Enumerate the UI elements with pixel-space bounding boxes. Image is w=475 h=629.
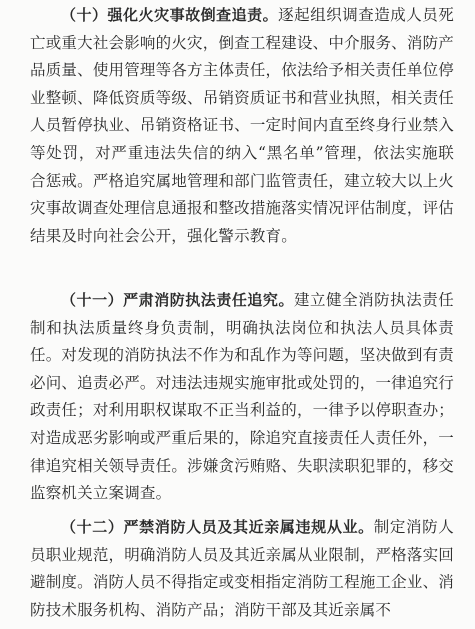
paragraph-11 [30,287,454,508]
paragraph-12-body: 制定消防人员职业规范，明确消防人员及其近亲属从业限制，严格落实回避制度。消防人员不得指定或变相指定消防工程施工企业、消防技术服务机构、消防产品；消防干部及其近亲属不 [30,518,454,619]
paragraph-10 [30,2,454,250]
paragraph-10-body: 逐起组织调查造成人员死亡或重大社会影响的火灾，倒查工程建设、中介服务、消防产品质量、使用管理等各方主体责任，依法给予相关责任单位停业整顿、降低资质等级、吊销资质证书和营业执照，相关责任人员暂停执业、吊销资格证书、一定时间内直至终身行业禁入等处罚，对严重违法失信的纳入“黑名单”管理，依法实施联合惩戒。严格追究属地管理和部门监管责任，建立较大以上火灾事故调查处理信息通报和整改措施落实情况评估制度，评估结果及时向社会公开，强化警示教育。 [30,6,454,245]
paragraph-11-body: 建立健全消防执法责任制和执法质量终身负责制，明确执法岗位和执法人员具体责任。对发现的消防执法不作为和乱作为等问题，坚决做到有责必问、追责必严。对违法违规实施审批或处罚的，一律追究行政责任；对利用职权谋取不正当利益的，一律予以停职查办；对造成恶劣影响或严重后果的，除追究直接责任人责任外，一律追究相关领导责任。涉嫌贪污贿赂、失职渎职犯罪的，移交监察机关立案调查。 [30,291,454,503]
paragraph-10-heading: （十）强化火灾事故倒查追责。 [61,6,279,24]
paragraph-11-heading: （十一）严肃消防执法责任追究。 [61,291,294,309]
paragraph-12-heading: （十二）严禁消防人员及其近亲属违规从业。 [61,518,374,536]
paragraph-12 [30,514,454,624]
